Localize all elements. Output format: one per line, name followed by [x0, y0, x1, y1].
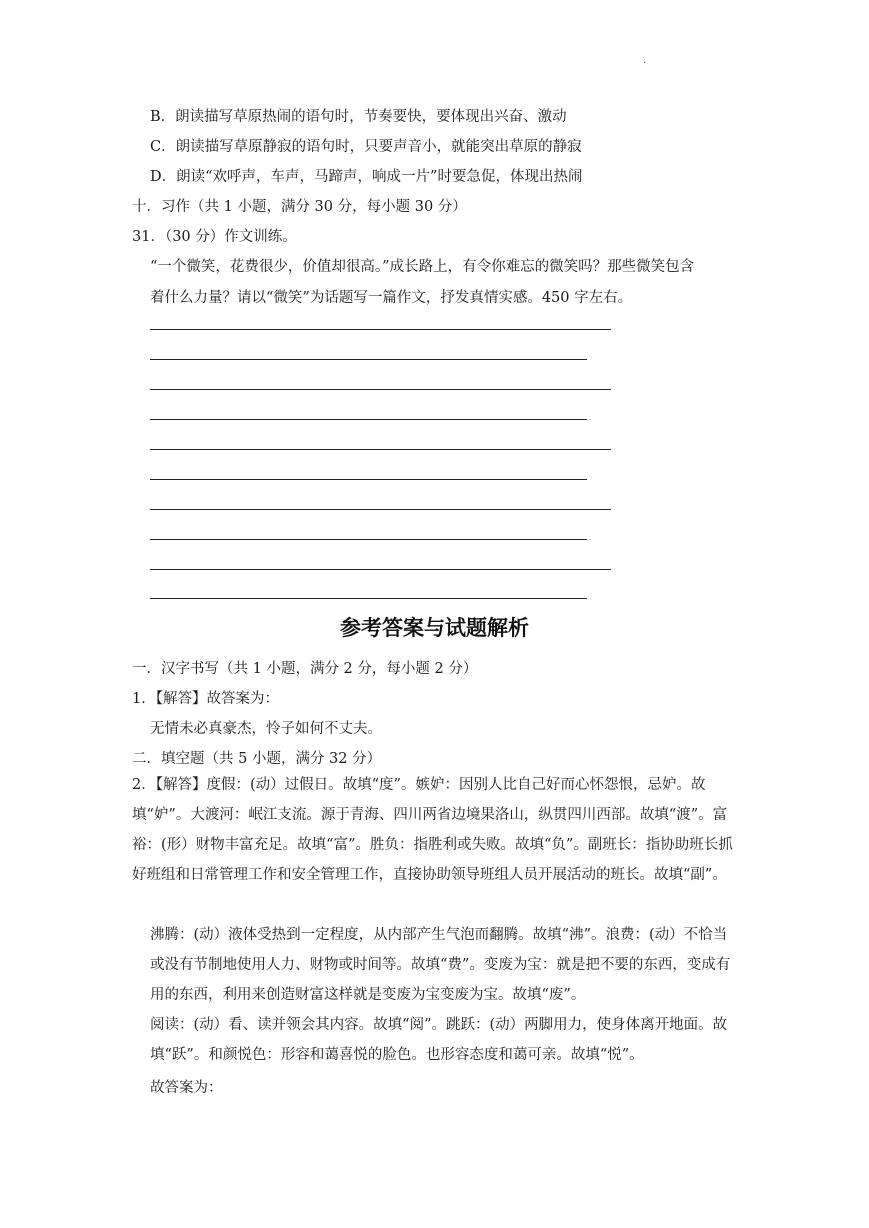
option-d: D．朗读“欢呼声，车声，马蹄声，响成一片”时要急促，体现出热闹: [150, 169, 583, 185]
page-mark: ·: [643, 58, 647, 69]
writing-line[interactable]: [150, 389, 611, 390]
writing-line[interactable]: [150, 329, 611, 330]
question-31-prompt-line1: “一个微笑，花费很少，价值却很高。”成长路上，有令你难忘的微笑吗？那些微笑包含: [150, 259, 695, 275]
writing-line[interactable]: [150, 569, 611, 570]
answer-2-paragraph-3: 阅读：(动）看、读并领会其内容。故填“阅”。跳跃：(动）两脚用力，使身体离开地面。故填“跃”。和颜悦色：形容和蔼喜悦的脸色。也形容态度和蔼可亲。故填“悦”。: [150, 1017, 728, 1063]
answer-1-label: 1．【解答】故答案为：: [132, 691, 279, 707]
writing-line[interactable]: [150, 359, 587, 360]
question-31-prompt-line2: 着什么力量？请以“微笑”为话题写一篇作文，抒发真情实感。450 字左右。: [150, 290, 633, 306]
question-31-stem: 31．（30 分）作文训练。: [132, 229, 297, 245]
answer-2-paragraph-2: 沸腾：(动）液体受热到一定程度，从内部产生气泡而翻腾。故填“沸”。浪费：(动）不恰当或没有节制地使用人力、财物或时间等。故填“费”。变废为宝：就是把不要的东西，变成有用的东西，利用来创造财富这样就是变废为宝变废为宝。故填“废”。: [150, 927, 731, 1003]
writing-line[interactable]: [150, 539, 587, 540]
option-c: C．朗读描写草原静寂的语句时，只要声音小，就能突出草原的静寂: [150, 139, 582, 155]
writing-line[interactable]: [150, 449, 611, 450]
option-b: B．朗读描写草原热闹的语句时，节奏要快，要体现出兴奋、激动: [150, 109, 567, 125]
writing-line[interactable]: [150, 598, 587, 599]
writing-line[interactable]: [150, 479, 587, 480]
writing-line[interactable]: [150, 419, 587, 420]
answer-1-text: 无情未必真豪杰，怜子如何不丈夫。: [150, 721, 382, 737]
answer-section-2-heading: 二．填空题（共 5 小题，满分 32 分）: [132, 751, 382, 767]
writing-line[interactable]: [150, 509, 611, 510]
answers-title: 参考答案与试题解析: [340, 616, 529, 640]
answer-2-label: 故答案为：: [150, 1080, 223, 1096]
answer-2-paragraph-1: 2．【解答】度假：(动）过假日。故填“度”。嫉妒：因别人比自己好而心怀怨恨，忌妒。故填“妒”。大渡河：岷江支流。源于青海、四川两省边境果洛山，纵贯四川西部。故填“渡”。富裕：(形）财物丰富充足。故填“富”。胜负：指胜利或失败。故填“负”。副班长：指协助班长抓好班组和日常管理工作和安全管理工作，直接协助领导班组人员开展活动的班长。故填“副”。: [132, 777, 733, 883]
answer-section-1-heading: 一．汉字书写（共 1 小题，满分 2 分，每小题 2 分）: [132, 661, 478, 677]
section-10-heading: 十．习作（共 1 小题，满分 30 分，每小题 30 分）: [132, 199, 467, 215]
